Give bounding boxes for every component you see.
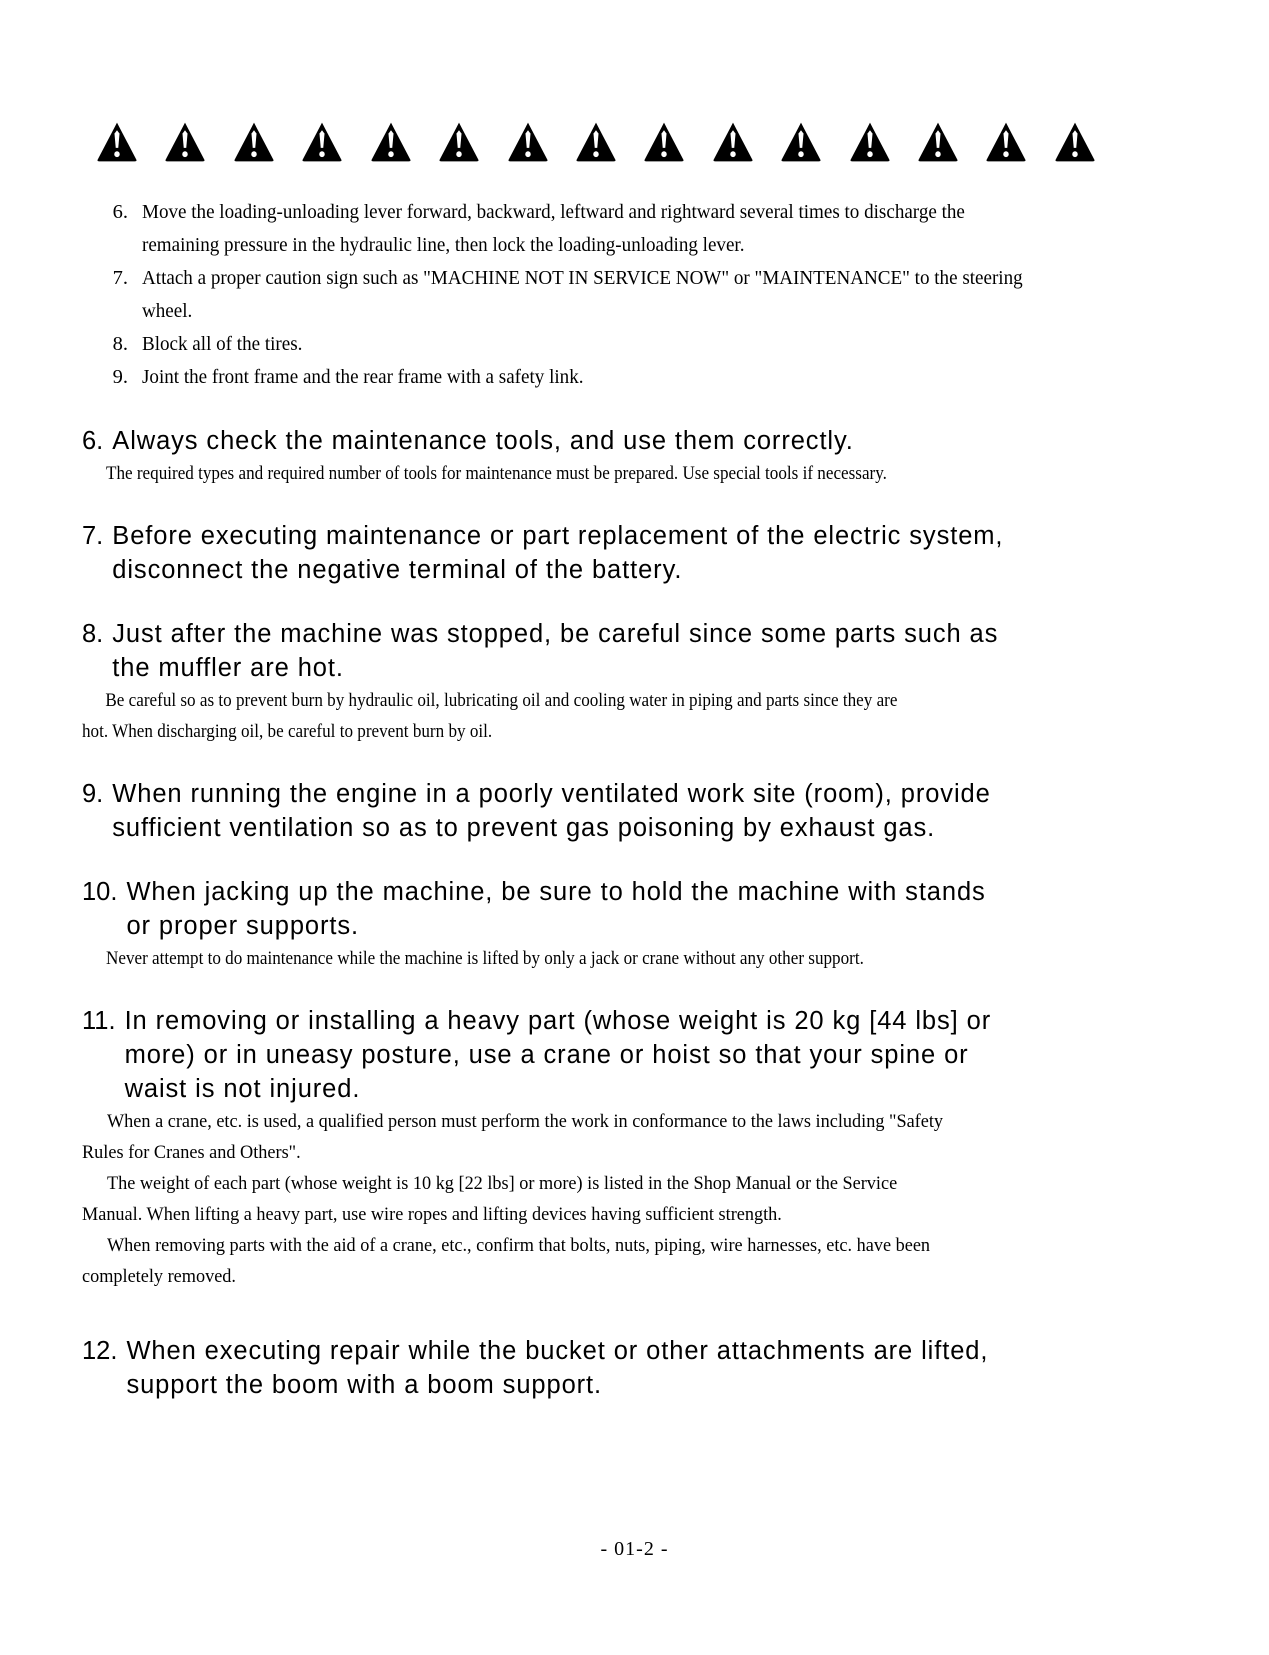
body-line: The required types and required number of tools for maintenance must be prepared. Use special tools if necessary. [106, 463, 887, 484]
warning-icon-band [96, 114, 1096, 170]
body-line: The weight of each part (whose weight is 10 kg [22 lbs] or more) is listed in the Shop Manual or the Service [106, 1173, 898, 1194]
body-paragraph [82, 1168, 1055, 1230]
list-item-line: Attach a proper caution sign such as "MACHINE NOT IN SERVICE NOW" or "MAINTENANCE" to the [142, 267, 958, 289]
list-item [96, 328, 1096, 361]
body-paragraph [82, 1230, 1055, 1292]
warning-triangle-icon [1054, 121, 1096, 163]
body-line: Rules for Cranes and Others". [82, 1142, 301, 1163]
warning-triangle-icon [849, 121, 891, 163]
list-item-number: 9. [112, 366, 128, 388]
body-line: When a crane, etc. is used, a qualified person must perform the work in conformance to the laws including "Safety [106, 1111, 944, 1132]
list-item [96, 361, 1096, 394]
body-line: Never attempt to do maintenance while the machine is lifted by only a jack or crane without any other support. [106, 948, 864, 969]
body-line: completely removed. [82, 1266, 236, 1287]
section-spacer [82, 845, 1096, 875]
section-title [125, 1004, 1096, 1106]
section-title-line: When jacking up the machine, be sure to hold the machine with stands [126, 878, 986, 906]
warning-triangle-icon [917, 121, 959, 163]
section-9 [82, 777, 1096, 845]
warning-triangle-icon [164, 121, 206, 163]
section-11 [82, 1004, 1096, 1292]
body-paragraph [106, 458, 997, 489]
warning-triangle-icon [985, 121, 1027, 163]
section-heading [82, 1334, 1096, 1402]
section-title-line: When running the engine in a poorly ventilated work site (room), provide [112, 780, 991, 808]
list-item-number: 7. [112, 267, 128, 289]
section-spacer [82, 489, 1096, 519]
section-number: 6. [82, 427, 104, 455]
list-item [96, 196, 1096, 262]
list-item [96, 262, 1096, 328]
warning-triangle-icon [780, 121, 822, 163]
section-number: 10. [82, 878, 118, 906]
section-number: 8. [82, 620, 104, 648]
list-item-text [142, 361, 1029, 394]
section-title-line: waist is not injured. [124, 1075, 361, 1103]
list-item-number: 8. [112, 333, 128, 355]
warning-triangle-icon [712, 121, 754, 163]
section-body [82, 458, 1096, 489]
warning-triangle-icon [643, 121, 685, 163]
section-title-line: more) or in uneasy posture, use a crane or hoist so that your spine or [124, 1041, 969, 1069]
section-title-line: Always check the maintenance tools, and use them correctly. [112, 427, 854, 455]
section-title-line: Before executing maintenance or part replacement of the electric system, [112, 522, 1004, 550]
warning-triangle-icon [370, 121, 412, 163]
warning-triangle-icon [575, 121, 617, 163]
section-number: 12. [82, 1337, 118, 1365]
section-12 [82, 1334, 1096, 1402]
section-body [82, 1106, 1096, 1292]
section-title-line: the muffler are hot. [112, 654, 344, 682]
body-paragraph [82, 685, 995, 747]
list-item-number: 6. [112, 201, 128, 223]
list-item-line: remaining pressure in the hydraulic line, then lock the loading-unloading lever. [142, 234, 745, 256]
body-paragraph [106, 943, 997, 974]
section-heading [82, 617, 1096, 685]
body-line: hot. When discharging oil, be careful to prevent burn by oil. [82, 721, 493, 742]
list-item-text [142, 196, 1029, 262]
safety-steps-list [96, 196, 1096, 394]
list-item-line: steering wheel. [142, 267, 1023, 322]
section-title-line: support the boom with a boom support. [126, 1371, 603, 1399]
warning-triangle-icon [233, 121, 275, 163]
section-spacer [82, 974, 1096, 1004]
section-title [126, 1334, 1096, 1402]
section-heading [82, 875, 1096, 943]
section-title [112, 424, 1096, 458]
section-body [82, 943, 1096, 974]
section-heading [82, 424, 1096, 458]
section-title [126, 875, 1096, 943]
section-title-line: When executing repair while the bucket or other attachments are lifted, [126, 1337, 989, 1365]
section-title [112, 617, 1096, 685]
section-title [112, 519, 1096, 587]
section-6 [82, 424, 1096, 489]
section-number: 7. [82, 522, 104, 550]
section-spacer [82, 587, 1096, 617]
warning-triangle-icon [301, 121, 343, 163]
list-item-text [142, 328, 1029, 361]
warning-triangle-icon [507, 121, 549, 163]
warning-triangle-icon [96, 121, 138, 163]
body-line: Manual. When lifting a heavy part, use wire ropes and lifting devices having sufficient strength. [82, 1204, 782, 1225]
section-7 [82, 519, 1096, 587]
list-item-line: Joint the front frame and the rear frame with a safety link. [142, 366, 584, 388]
section-number: 11. [82, 1007, 116, 1035]
warning-triangle-icon [438, 121, 480, 163]
section-10 [82, 875, 1096, 974]
list-item-line: Block all of the tires. [142, 333, 303, 355]
section-heading [82, 777, 1096, 845]
body-paragraph [82, 1106, 1055, 1168]
section-heading [82, 519, 1096, 587]
safety-sections [82, 424, 1096, 1402]
section-title-line: disconnect the negative terminal of the battery. [112, 556, 683, 584]
section-spacer [82, 1292, 1096, 1334]
page-number: - 01-2 - [600, 1538, 669, 1560]
section-title-line: sufficient ventilation so as to prevent gas poisoning by exhaust gas. [112, 814, 936, 842]
section-title-line: or proper supports. [126, 912, 359, 940]
section-title-line: Just after the machine was stopped, be careful since some parts such as [112, 620, 999, 648]
section-heading [82, 1004, 1096, 1106]
section-body [82, 685, 1096, 747]
section-title-line: In removing or installing a heavy part (whose weight is 20 kg [44 lbs] or [124, 1007, 992, 1035]
list-item-line: Move the loading-unloading lever forward, backward, leftward and rightward several times to discharge the [142, 201, 965, 223]
body-line: Be careful so as to prevent burn by hydraulic oil, lubricating oil and cooling water in piping and parts since they are [105, 690, 898, 711]
section-8 [82, 617, 1096, 747]
section-spacer [82, 747, 1096, 777]
section-number: 9. [82, 780, 104, 808]
section-title [112, 777, 1096, 845]
body-line: When removing parts with the aid of a crane, etc., confirm that bolts, nuts, piping, wire harnesses, etc. have been [106, 1235, 931, 1256]
list-item-text [142, 262, 1029, 328]
page-footer [0, 1538, 1269, 1561]
